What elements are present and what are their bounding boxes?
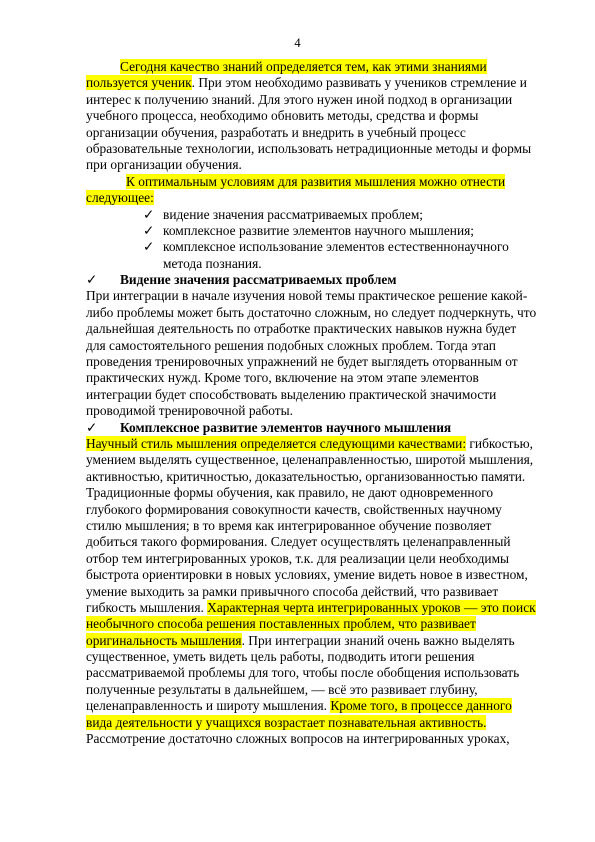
text-line: для самостоятельного решения подобных сложных проблем. Тогда этап — [86, 337, 496, 353]
plain-text: . При этом необходимо развивать у учеников стремление и — [191, 75, 527, 91]
highlighted-text: Характерная черта интегрированных уроков — это поиск — [207, 599, 536, 615]
plain-text: . При интеграции знаний очень важно выделять — [241, 632, 515, 648]
text-line: Рассмотрение достаточно сложных вопросов на интегрированных уроках, — [86, 731, 510, 747]
list-item — [86, 239, 556, 255]
list-item-text: комплексное использование элементов естественнонаучного — [163, 239, 509, 255]
section-heading-text: Комплексное развитие элементов научного мышления — [120, 419, 452, 435]
plain-text: целенаправленность и широту мышления. — [86, 698, 331, 714]
checkmark-icon: ✓ — [143, 222, 155, 238]
text-line: при организации обучения. — [86, 157, 242, 173]
highlighted-text: Кроме того, в процессе данного — [330, 698, 512, 714]
section-heading — [86, 420, 556, 436]
text-line — [86, 174, 556, 190]
text-line: практических нужд. Кроме того, включение на этом этапе элементов — [86, 370, 479, 386]
list-item — [86, 207, 556, 223]
page-number: 4 — [294, 36, 301, 50]
text-line: интерес к получению знаний. Для этого нужен иной подход в организации — [86, 91, 513, 107]
plain-text: гибкость мышления. — [86, 599, 208, 615]
text-line — [86, 698, 556, 714]
checkmark-icon: ✓ — [143, 206, 155, 222]
text-line: рассматриваемой проблемы для того, чтобы после обобщения использовать — [86, 665, 520, 681]
text-line — [86, 633, 556, 649]
list-item-text: комплексное развитие элементов научного мышления; — [163, 222, 474, 238]
text-line: организации обучения, разработать и внедрить в учебный процесс — [86, 124, 466, 140]
list-item-text: видение значения рассматриваемых проблем; — [163, 206, 424, 222]
text-line: отбор тем интегрированных уроков, т.к. для реализации цели необходимы — [86, 550, 510, 566]
text-line: интеграции будет способствовать выделению практической значимости — [86, 386, 497, 402]
text-line: учебного процесса, необходимо обновить методы, средства и формы — [86, 108, 479, 124]
text-line: проведения тренировочных упражнений не будет выглядеть оторванным от — [86, 354, 518, 370]
list-item — [86, 223, 556, 239]
text-line — [86, 75, 556, 91]
checkmark-icon: ✓ — [143, 239, 155, 255]
highlighted-text: К оптимальным условиям для развития мышления можно отнести — [126, 173, 506, 189]
text-line: добиться такого формирования. Следует осуществлять целенаправленный — [86, 534, 511, 550]
highlighted-text: необычного способа решения поставленных проблем, что развивает — [86, 616, 476, 632]
highlighted-text: Сегодня качество знаний определяется тем, как этими знаниями — [120, 59, 487, 74]
section-heading-text: Видение значения рассматриваемых проблем — [120, 272, 397, 288]
highlighted-text: следующее: — [86, 190, 154, 206]
text-line: существенное, уметь видеть цель работы, подводить итоги решения — [86, 649, 475, 665]
section-heading — [86, 272, 556, 288]
text-line: либо проблемы может быть достаточно сложным, но следует подчеркнуть, что — [86, 304, 537, 320]
text-line: умение выходить за рамки привычного способа действий, что развивает — [86, 583, 499, 599]
text-line: глубокого формирования совокупности качеств, свойственных научному — [86, 501, 502, 517]
plain-text: гибкостью, — [466, 435, 533, 451]
text-line — [86, 190, 556, 206]
text-line: проводимой тренировочной работы. — [86, 403, 293, 419]
text-line: быстрота ориентировки в новых условиях, умение видеть новое в известном, — [86, 567, 528, 583]
text-line — [86, 59, 556, 75]
text-line: умением выделять существенное, целенаправленностью, широтой мышления, — [86, 452, 534, 468]
document-body — [86, 59, 556, 747]
text-line: образовательные технологии, использовать нетрадиционные методы и формы — [86, 140, 532, 156]
highlighted-text: оригинальность мышления — [86, 632, 242, 648]
text-line — [86, 616, 556, 632]
text-line: стилю мышления; в то время как интегрированное обучение позволяет — [86, 517, 492, 533]
text-line — [86, 715, 556, 731]
text-line — [86, 600, 556, 616]
text-line: полученные результаты в дальнейшем, — всё это развивает глубину, — [86, 681, 478, 697]
text-line: дальнейшая деятельность по отработке практических навыков нужна будет — [86, 321, 517, 337]
checkmark-icon: ✓ — [86, 419, 98, 435]
text-line: Традиционные формы обучения, как правило, не дают одновременного — [86, 485, 494, 501]
highlighted-text: Научный стиль мышления определяется следующими качествами: — [86, 435, 467, 451]
text-line — [86, 436, 556, 452]
text-line: активностью, критичностью, доказательностью, организованностью памяти. — [86, 468, 526, 484]
highlighted-text: вида деятельности у учащихся возрастает познавательная активность. — [86, 714, 487, 730]
text-line: При интеграции в начале изучения новой темы практическое решение какой- — [86, 288, 528, 304]
highlighted-text: пользуется ученик — [86, 75, 192, 91]
checkmark-icon: ✓ — [86, 272, 98, 288]
list-item-continuation: метода познания. — [163, 255, 262, 271]
